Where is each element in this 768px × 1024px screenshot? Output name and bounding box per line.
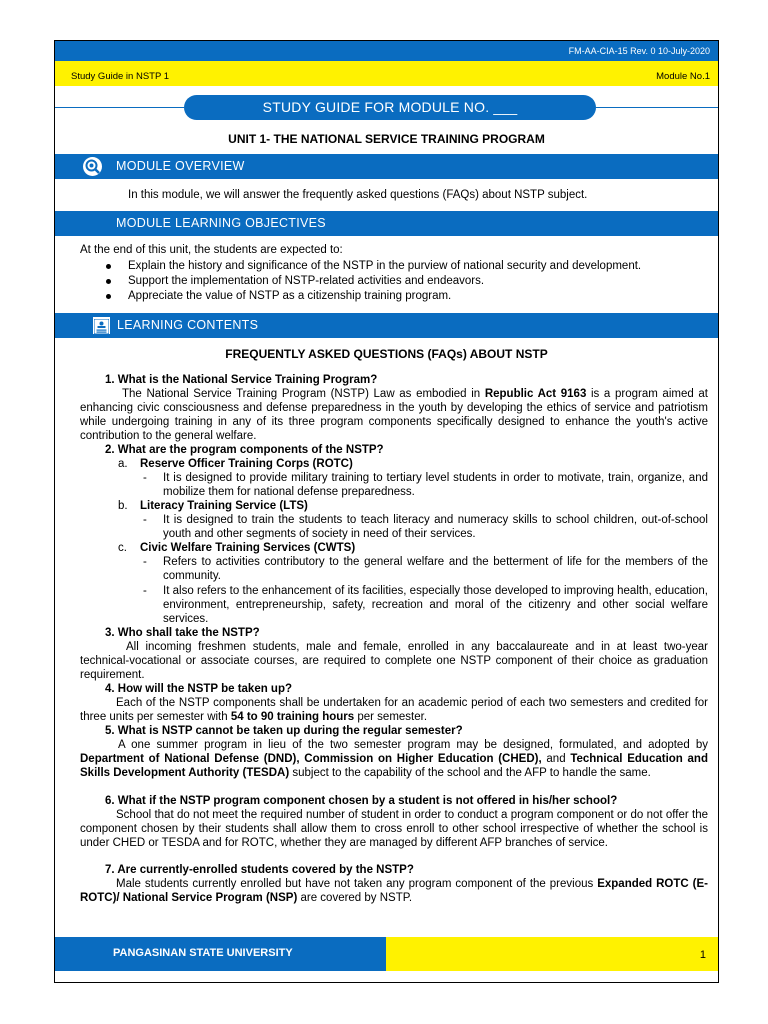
footer-university	[55, 937, 386, 971]
title-rule-right	[596, 107, 718, 108]
bullet-icon	[106, 264, 111, 269]
learning-contents-header	[55, 313, 718, 338]
title-rule-left	[55, 107, 184, 108]
footer-page	[386, 937, 718, 971]
document-icon	[93, 317, 110, 334]
form-code: FM-AA-CIA-15 Rev. 0 10-July-2020	[568, 46, 710, 56]
learning-objectives-header	[55, 211, 718, 236]
bullet-icon	[106, 294, 111, 299]
answer-5: A one summer program in lieu of the two semester program may be designed, formulated, and adopted by Department of National Defense (DND), Commission on Higher Education (CHED), and Technical Education and Skills Development Authority (TESDA) subject to the capability of the school and the AFP to handle the same.	[80, 739, 708, 779]
module-overview-heading: MODULE OVERVIEW	[116, 159, 245, 173]
answer-7: Male students currently enrolled but have not taken any program component of the previous Expanded ROTC (E-ROTC)/ National Service Program (NSP) are covered by NSTP.	[80, 878, 708, 904]
faq-title: FREQUENTLY ASKED QUESTIONS (FAQs) ABOUT NSTP	[225, 347, 548, 361]
study-guide-label: Study Guide in NSTP 1	[71, 71, 170, 82]
university-name: PANGASINAN STATE UNIVERSITY	[113, 947, 293, 959]
form-code-bar	[55, 41, 718, 61]
study-guide-bar	[55, 61, 718, 86]
question-6: 6. What if the NSTP program component chosen by a student is not offered in his/her school?	[105, 795, 618, 807]
answer-1: The National Service Training Program (NSTP) Law as embodied in Republic Act 9163 is a program aimed at enhancing civic consciousness and defense preparedness in the youth by developing the ethics of service and patriotism while undergoing training in any of its three program components specifically designed to enhance the youth's active contribution to the general welfare.	[80, 388, 708, 442]
question-4: 4. How will the NSTP be taken up?	[105, 683, 293, 695]
question-2: 2. What are the program components of the NSTP?	[105, 444, 384, 456]
answer-6: School that do not meet the required number of student in order to conduct a program component or do not offer the component chosen by their students shall allow them to cross enroll to other school irrespective of whether the school is under CHED or TESDA and for ROTC, whether they are managed by different AFP branches of service.	[80, 809, 708, 849]
question-5: 5. What is NSTP cannot be taken up during the regular semester?	[105, 725, 463, 737]
magnifier-icon	[83, 157, 102, 176]
question-1: 1. What is the National Service Training Program?	[105, 374, 378, 386]
module-overview-header	[55, 154, 718, 179]
module-number: Module No.1	[656, 71, 710, 82]
page-number: 1	[699, 949, 706, 961]
unit-title: UNIT 1- THE NATIONAL SERVICE TRAINING PROGRAM	[228, 132, 545, 146]
objectives-intro: At the end of this unit, the students are expected to:	[80, 244, 343, 256]
learning-objectives-heading: MODULE LEARNING OBJECTIVES	[116, 216, 326, 230]
answer-3: All incoming freshmen students, male and female, enrolled in any baccalaureate and in at least two-year technical-vocational or associate courses, are required to complete one NSTP component of their choice as graduation requirement.	[80, 641, 708, 681]
question-3: 3. Who shall take the NSTP?	[105, 627, 260, 639]
overview-text: In this module, we will answer the frequently asked questions (FAQs) about NSTP subject.	[128, 189, 588, 201]
answer-4: Each of the NSTP components shall be undertaken for an academic period of each two semesters and credited for three units per semester with 54 to 90 training hours per semester.	[80, 697, 708, 723]
learning-contents-heading: LEARNING CONTENTS	[117, 318, 259, 332]
module-title: STUDY GUIDE FOR MODULE NO. ___	[184, 95, 596, 120]
question-7: 7. Are currently-enrolled students covered by the NSTP?	[105, 864, 414, 876]
bullet-icon	[106, 279, 111, 284]
